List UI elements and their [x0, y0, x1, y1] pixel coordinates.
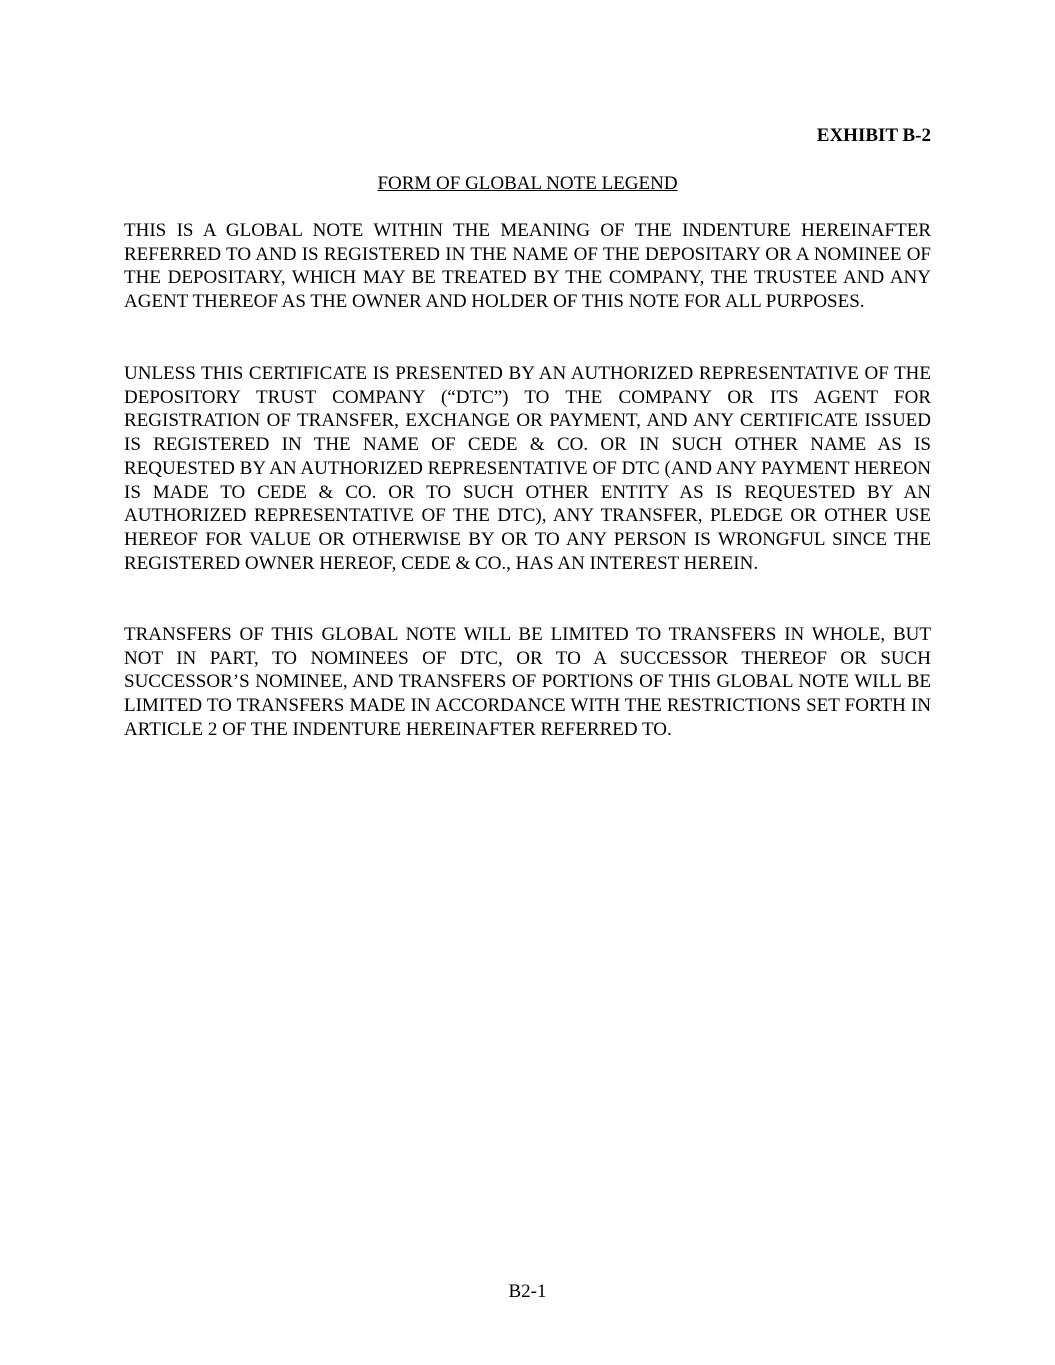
legend-title: FORM OF GLOBAL NOTE LEGEND	[377, 173, 678, 194]
paragraph-transfer-limits: TRANSFERS OF THIS GLOBAL NOTE WILL BE LIMITED TO TRANSFERS IN WHOLE, BUT NOT IN PART, TO NOMINEES OF DTC, OR TO A SUCCESSOR THEREOF OR SUCH SUCCESSOR’S NOMINEE, AND TRANSFERS OF PORTIONS OF THIS GLOBAL NOTE WILL BE LIMITED TO TRANSFERS MADE IN ACCORDANCE WITH THE RESTRICTIONS SET FORTH IN ARTICLE 2 OF THE INDENTURE HEREINAFTER REFERRED TO.	[124, 624, 931, 740]
page-number: B2-1	[508, 1281, 547, 1302]
exhibit-heading: EXHIBIT B-2	[816, 125, 931, 146]
paragraph-global-note: THIS IS A GLOBAL NOTE WITHIN THE MEANING OF THE INDENTURE HEREINAFTER REFERRED TO AND IS REGISTERED IN THE NAME OF THE DEPOSITARY OR A NOMINEE OF THE DEPOSITARY, WHICH MAY BE TREATED BY THE COMPANY, THE TRUSTEE AND ANY AGENT THEREOF AS THE OWNER AND HOLDER OF THIS NOTE FOR ALL PURPOSES.	[124, 220, 931, 313]
paragraph-dtc-certificate: UNLESS THIS CERTIFICATE IS PRESENTED BY AN AUTHORIZED REPRESENTATIVE OF THE DEPOSITORY TRUST COMPANY (“DTC”) TO THE COMPANY OR ITS AGENT FOR REGISTRATION OF TRANSFER, EXCHANGE OR PAYMENT, AND ANY CERTIFICATE ISSUED IS REGISTERED IN THE NAME OF CEDE & CO. OR IN SUCH OTHER NAME AS IS REQUESTED BY AN AUTHORIZED REPRESENTATIVE OF DTC (AND ANY PAYMENT HEREON IS MADE TO CEDE & CO. OR TO SUCH OTHER ENTITY AS IS REQUESTED BY AN AUTHORIZED REPRESENTATIVE OF THE DTC), ANY TRANSFER, PLEDGE OR OTHER USE HEREOF FOR VALUE OR OTHERWISE BY OR TO ANY PERSON IS WRONGFUL SINCE THE REGISTERED OWNER HEREOF, CEDE & CO., HAS AN INTEREST HEREIN.	[124, 363, 931, 574]
